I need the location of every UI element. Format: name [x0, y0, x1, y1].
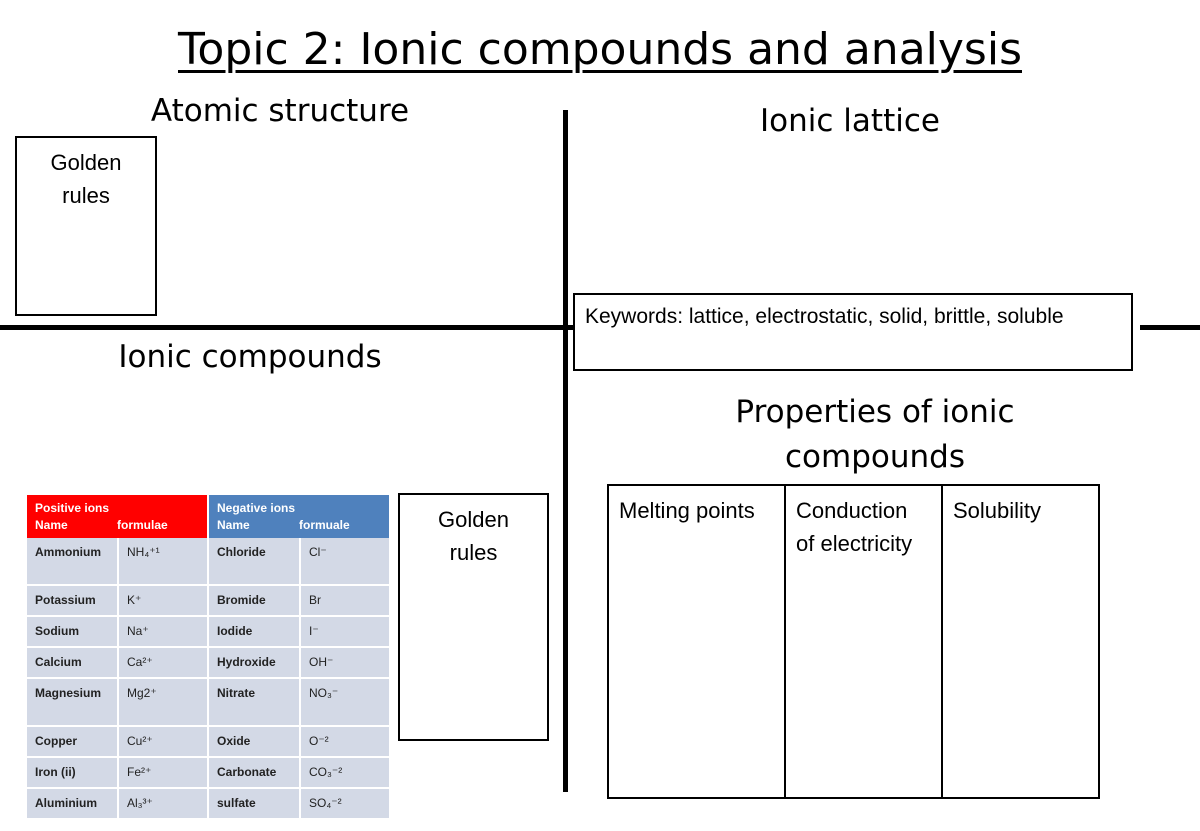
table-row: Copper Cu²⁺ Oxide O⁻² — [27, 727, 389, 758]
keywords-text: Keywords: lattice, electrostatic, solid, brittle, soluble — [585, 305, 1064, 328]
table-row: Calcium Ca²⁺ Hydroxide OH⁻ — [27, 648, 389, 679]
golden-rules-box-bottom — [398, 493, 549, 741]
properties-grid — [607, 484, 1100, 799]
golden-rules-box-top — [15, 136, 157, 316]
vertical-divider — [563, 110, 568, 792]
table-row: Sodium Na⁺ Iodide I⁻ — [27, 617, 389, 648]
table-row: Ammonium NH₄⁺¹ Chloride Cl⁻ — [27, 538, 389, 586]
solubility-column: Solubility — [941, 486, 1098, 797]
table-row: Aluminium Al₃³⁺ sulfate SO₄⁻² — [27, 789, 389, 820]
horizontal-divider-right — [1140, 325, 1200, 330]
golden-rules-label: Golden rules — [50, 150, 122, 208]
page-title: Topic 2: Ionic compounds and analysis — [178, 24, 1022, 75]
ions-table — [27, 495, 389, 820]
melting-points-column: Melting points — [619, 498, 755, 523]
keywords-box — [573, 293, 1133, 371]
horizontal-divider-left — [0, 325, 580, 330]
properties-heading: Properties of ionic compounds — [735, 394, 1015, 475]
negative-ions-header: Negative ions Name formuale — [209, 495, 389, 538]
table-row: Iron (ii) Fe²⁺ Carbonate CO₃⁻² — [27, 758, 389, 789]
conduction-column: Conduction of electricity — [784, 486, 941, 797]
atomic-structure-heading: Atomic structure — [150, 93, 410, 129]
table-row: Potassium K⁺ Bromide Br — [27, 586, 389, 617]
positive-ions-header: Positive ions Name formulae — [27, 495, 209, 538]
table-row: Magnesium Mg2⁺ Nitrate NO₃⁻ — [27, 679, 389, 727]
ionic-lattice-heading: Ionic lattice — [760, 103, 940, 139]
golden-rules-label: Golden rules — [438, 507, 509, 565]
ionic-compounds-heading: Ionic compounds — [118, 339, 382, 375]
